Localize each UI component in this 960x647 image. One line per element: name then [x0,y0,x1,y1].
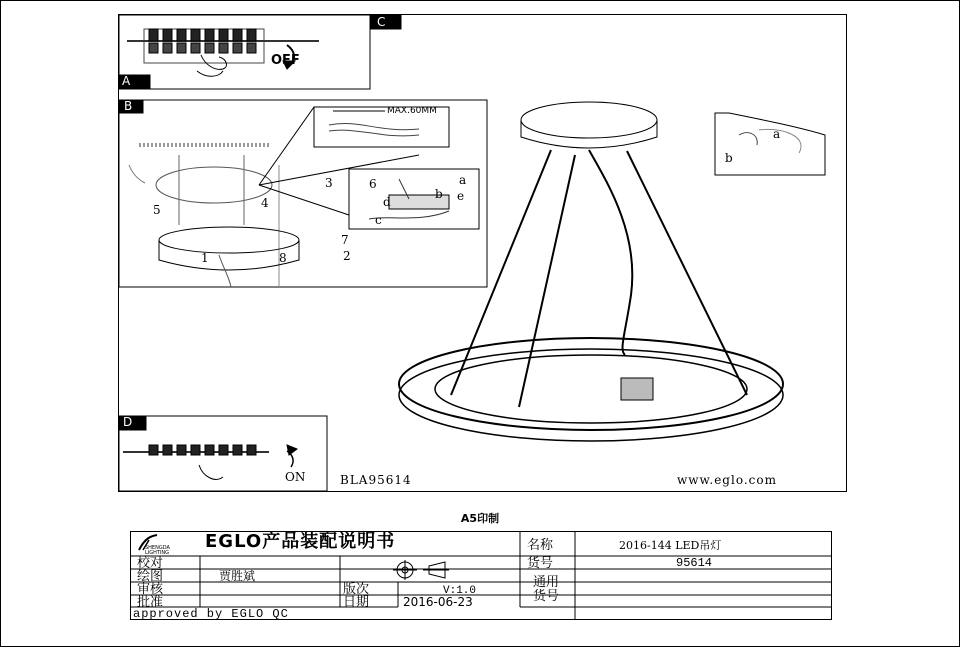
print-format-caption: A5印制 [460,512,500,525]
step-1: 1 [201,251,209,265]
model-number: BLA95614 [340,473,412,487]
ceiling-plate [156,167,272,203]
canopy [159,227,299,253]
product-name: 2016-144 LED吊灯 [619,539,722,552]
inset-letter-b: b [725,151,733,165]
letter-c: c [375,213,382,227]
panel-c-letter: C [377,15,386,29]
suspension-wire-2 [519,155,575,407]
approval-note: approved by EGLO QC [133,607,289,621]
step-6: 6 [369,177,377,191]
step-7: 7 [341,233,349,247]
letter-a: a [459,173,467,187]
document-title: EGLO产品装配说明书 [205,531,396,552]
lamp-canopy [521,102,657,138]
drawing-sheet [118,14,847,492]
title-block [130,531,832,620]
assembly-drawing [119,15,846,491]
on-label: ON [285,470,306,484]
item-number: 95614 [676,556,713,570]
letter-d: d [383,195,391,209]
panel-a-letter: A [122,74,131,88]
power-cable [589,150,632,355]
label-review: 审核 [137,582,164,597]
name-label: 名称 [527,538,554,553]
suspension-wire-3 [627,151,747,395]
step-3: 3 [325,176,333,190]
common-label-1: 通用 [533,575,560,590]
letter-e: e [457,189,465,203]
led-ring-inner [435,355,747,423]
letter-b: b [435,187,443,201]
label-check: 校对 [137,556,164,571]
step-5: 5 [153,203,161,217]
panel-b-letter: B [124,99,133,113]
drawer-name: 贾胜斌 [219,569,256,583]
item-label: 货号 [527,556,554,571]
panel-d-letter: D [123,415,133,429]
label-approve: 批准 [137,595,164,610]
panel-b-frame [119,100,487,287]
inset-letter-a: a [773,127,781,141]
step-2: 2 [343,249,351,263]
version-value: V:1.0 [443,585,477,597]
version-label: 版次 [343,582,370,597]
projection-symbol-icon [393,558,453,582]
inset-detail-frame [715,113,825,175]
shengda-logo [137,534,197,556]
max-length-label: MAX.60MM [387,106,437,116]
date-value: 2016-06-23 [403,595,473,609]
breaker-switches-on [123,445,269,479]
logo-text: SHENGDA LIGHTING [145,545,170,556]
panel-c-tag [370,15,401,29]
date-label: 日期 [343,595,370,610]
step-4: 4 [261,196,269,210]
label-draw: 绘图 [137,569,164,584]
step-8: 8 [279,251,287,265]
led-ring-outer [399,338,783,430]
common-label-2: 货号 [533,589,560,604]
off-label: OFF [271,53,300,68]
website-text: www.eglo.com [677,473,777,487]
driver-box [621,378,653,400]
